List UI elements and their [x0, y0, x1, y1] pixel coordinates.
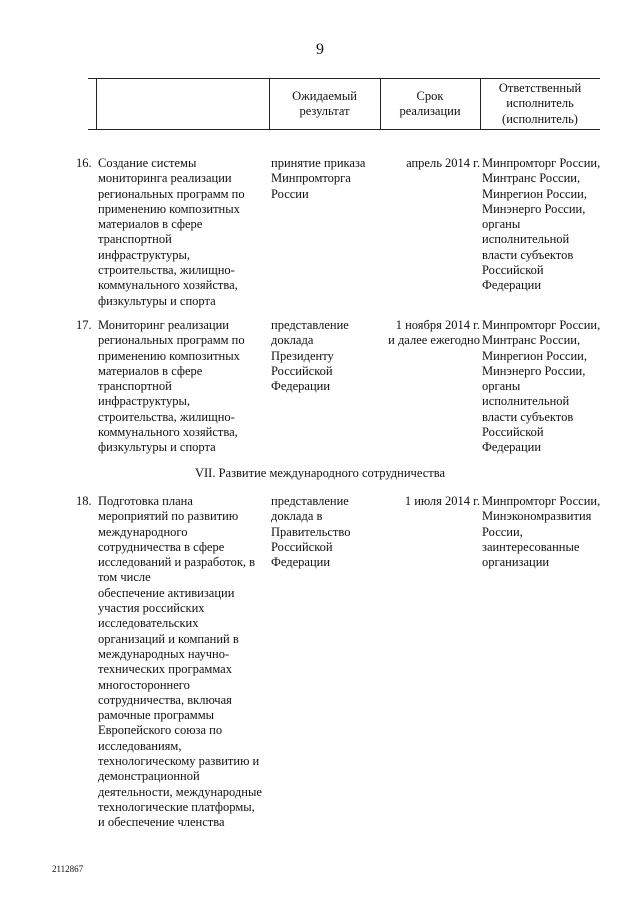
row-result: представление доклада в Правительство Российской Федерации	[271, 494, 351, 570]
row-task: Мониторинг реализации региональных программ по применению композитных материалов в сфере транспортной инфраструктуры, строительства, жилищно- коммунального хозяйства, физкультуры и спорта	[98, 318, 245, 455]
document-code: 2112867	[52, 864, 84, 874]
header-expected-result: Ожидаемый результат	[292, 88, 357, 118]
row-task: Создание системы мониторинга реализации региональных программ по применению композитных материалов в сфере транспортной инфраструктуры, строительства, жилищно- коммунального хозяйства, физкультуры и спорта	[98, 156, 245, 308]
header-deadline: Срок реализации	[399, 88, 461, 118]
row-deadline: 1 июля 2014 г.	[404, 494, 480, 508]
row-result: представление доклада Президенту Российской Федерации	[271, 318, 349, 394]
row-deadline: апрель 2014 г.	[406, 156, 480, 170]
row-number: 17.	[76, 318, 92, 332]
row-executor: Минпромторг России, Минтранс России, Минрегион России, Минэнерго России, органы исполнительной власти субъектов Российской Федерации	[482, 318, 601, 455]
section-title: VII. Развитие международного сотрудничества	[194, 466, 445, 480]
column-divider	[96, 79, 97, 129]
table-header	[88, 78, 600, 130]
header-responsible-executor: Ответственный исполнитель (исполнитель)	[498, 81, 582, 126]
row-result: принятие приказа Минпромторга России	[271, 156, 366, 201]
row-task: Подготовка плана мероприятий по развитию международного сотрудничества в сфере исследований и разработок, в том числе обеспечение активизации участия российских исследовательских организаций и компаний в международных научно- технических программах многостороннего сотрудничества, включая рамочные программы Европейского союза по исследованиям, технологическому развитию и демонстрационной деятельности, международные технологические платформы, и обеспечение членства	[98, 494, 262, 830]
row-executor: Минпромторг России, Минтранс России, Минрегион России, Минэнерго России, органы исполнительной власти субъектов Российской Федерации	[482, 156, 601, 293]
page-number: 9	[316, 41, 324, 58]
row-number: 16.	[76, 156, 92, 170]
row-deadline: 1 ноября 2014 г. и далее ежегодно	[388, 318, 480, 348]
row-executor: Минпромторг России, Минэкономразвития России, заинтересованные организации	[482, 494, 601, 570]
row-number: 18.	[76, 494, 92, 508]
